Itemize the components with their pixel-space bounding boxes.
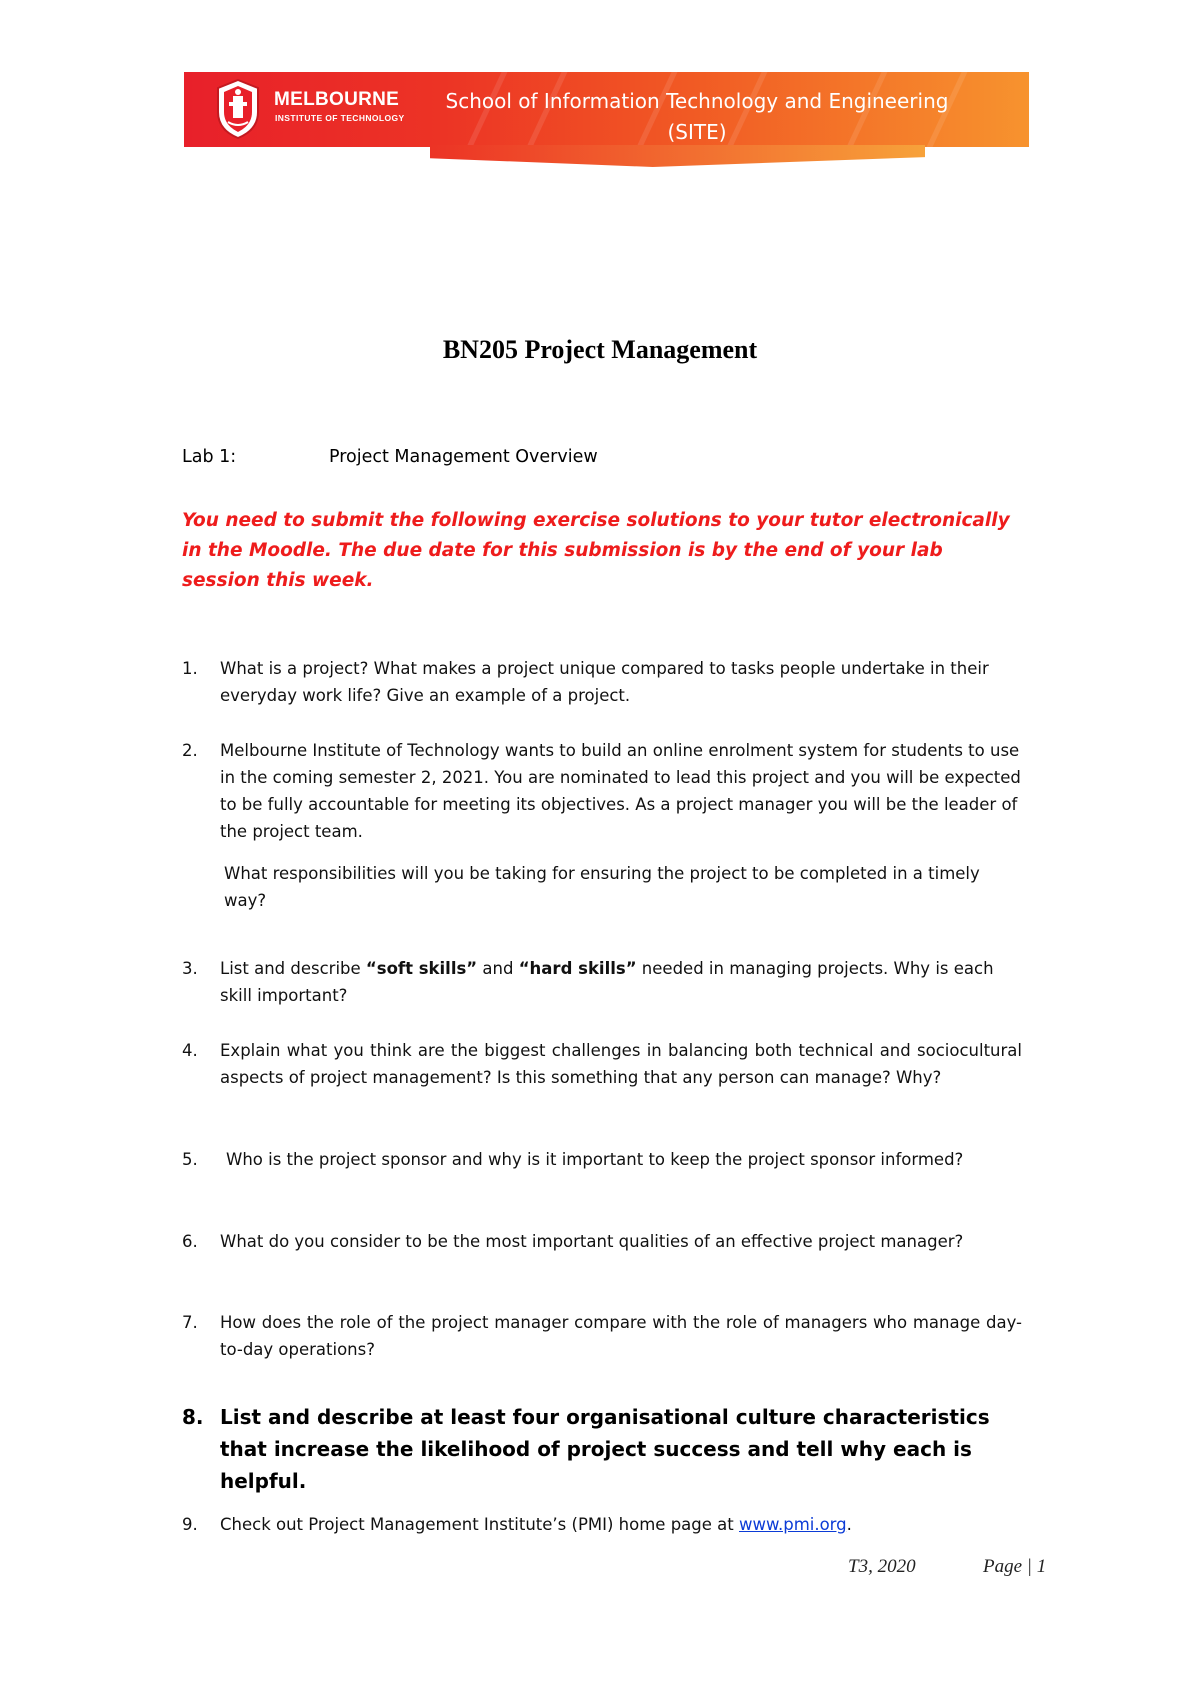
question-number: 7. [182,1313,198,1332]
question-2 [182,737,1022,914]
submission-notice: You need to submit the following exercise solutions to your tutor electronically in the Moodle. The due date for this submission is by the end of your lab session this week. [182,510,1010,591]
header-banner [184,72,1029,147]
school-name: School of Information Technology and Engineering [445,89,949,113]
hard-skills-term: “hard skills” [518,959,637,978]
question-1 [182,655,1022,709]
logo-subtitle: INSTITUTE OF TECHNOLOGY [275,113,405,123]
question-text: Melbourne Institute of Technology wants to build an online enrolment system for students to use in the coming semester 2, 2021. You are nominated to lead this project and you will be expected to be fully accountable for meeting its objectives. As a project manager you will be the leader of the project team. [220,741,1021,841]
footer-page-number: Page | 1 [983,1556,1047,1577]
lab-label: Lab 1: [182,447,237,467]
question-8 [182,1401,1022,1497]
question-7 [182,1309,1022,1363]
question-text: What do you consider to be the most important qualities of an effective project manager? [220,1232,964,1251]
pmi-link[interactable]: www.pmi.org [739,1515,847,1534]
question-number: 6. [182,1232,198,1251]
school-abbreviation: (SITE) [667,120,727,144]
question-4 [182,1037,1022,1091]
question-5 [182,1146,1022,1173]
question-6 [182,1228,1022,1255]
footer-term: T3, 2020 [848,1556,916,1577]
question-text: How does the role of the project manager compare with the role of managers who manage day-to-day operations? [220,1313,1022,1359]
question-followup: What responsibilities will you be taking for ensuring the project to be completed in a timely way? [224,864,980,910]
question-number: 8. [182,1405,204,1429]
question-text: List and describe at least four organisational culture characteristics that increase the likelihood of project success and tell why each is helpful. [220,1405,990,1493]
question-text: Explain what you think are the biggest challenges in balancing both technical and sociocultural aspects of project management? Is this something that any person can manage? Why? [220,1041,1022,1087]
question-text: Who is the project sponsor and why is it important to keep the project sponsor informed? [226,1150,964,1169]
institute-crest-icon [214,78,262,140]
lab-title: Project Management Overview [329,447,598,467]
question-number: 9. [182,1515,198,1534]
banner-tail-decoration [430,145,925,167]
question-number: 1. [182,659,198,678]
logo-name: MELBOURNE [274,89,400,110]
question-9 [182,1511,1022,1538]
question-number: 3. [182,959,198,978]
question-number: 2. [182,741,198,760]
document-title: BN205 Project Management [442,335,758,364]
lab-heading [182,447,598,467]
question-text: List and describe “soft skills” and “hard skills” needed in managing projects. Why is each skill important? [220,959,994,1005]
question-number: 5. [182,1150,198,1169]
soft-skills-term: “soft skills” [365,959,478,978]
question-text: What is a project? What makes a project unique compared to tasks people undertake in their everyday work life? Give an example of a project. [220,659,989,705]
question-number: 4. [182,1041,198,1060]
question-3 [182,955,1022,1009]
question-text: Check out Project Management Institute’s (PMI) home page at www.pmi.org. [220,1515,852,1534]
